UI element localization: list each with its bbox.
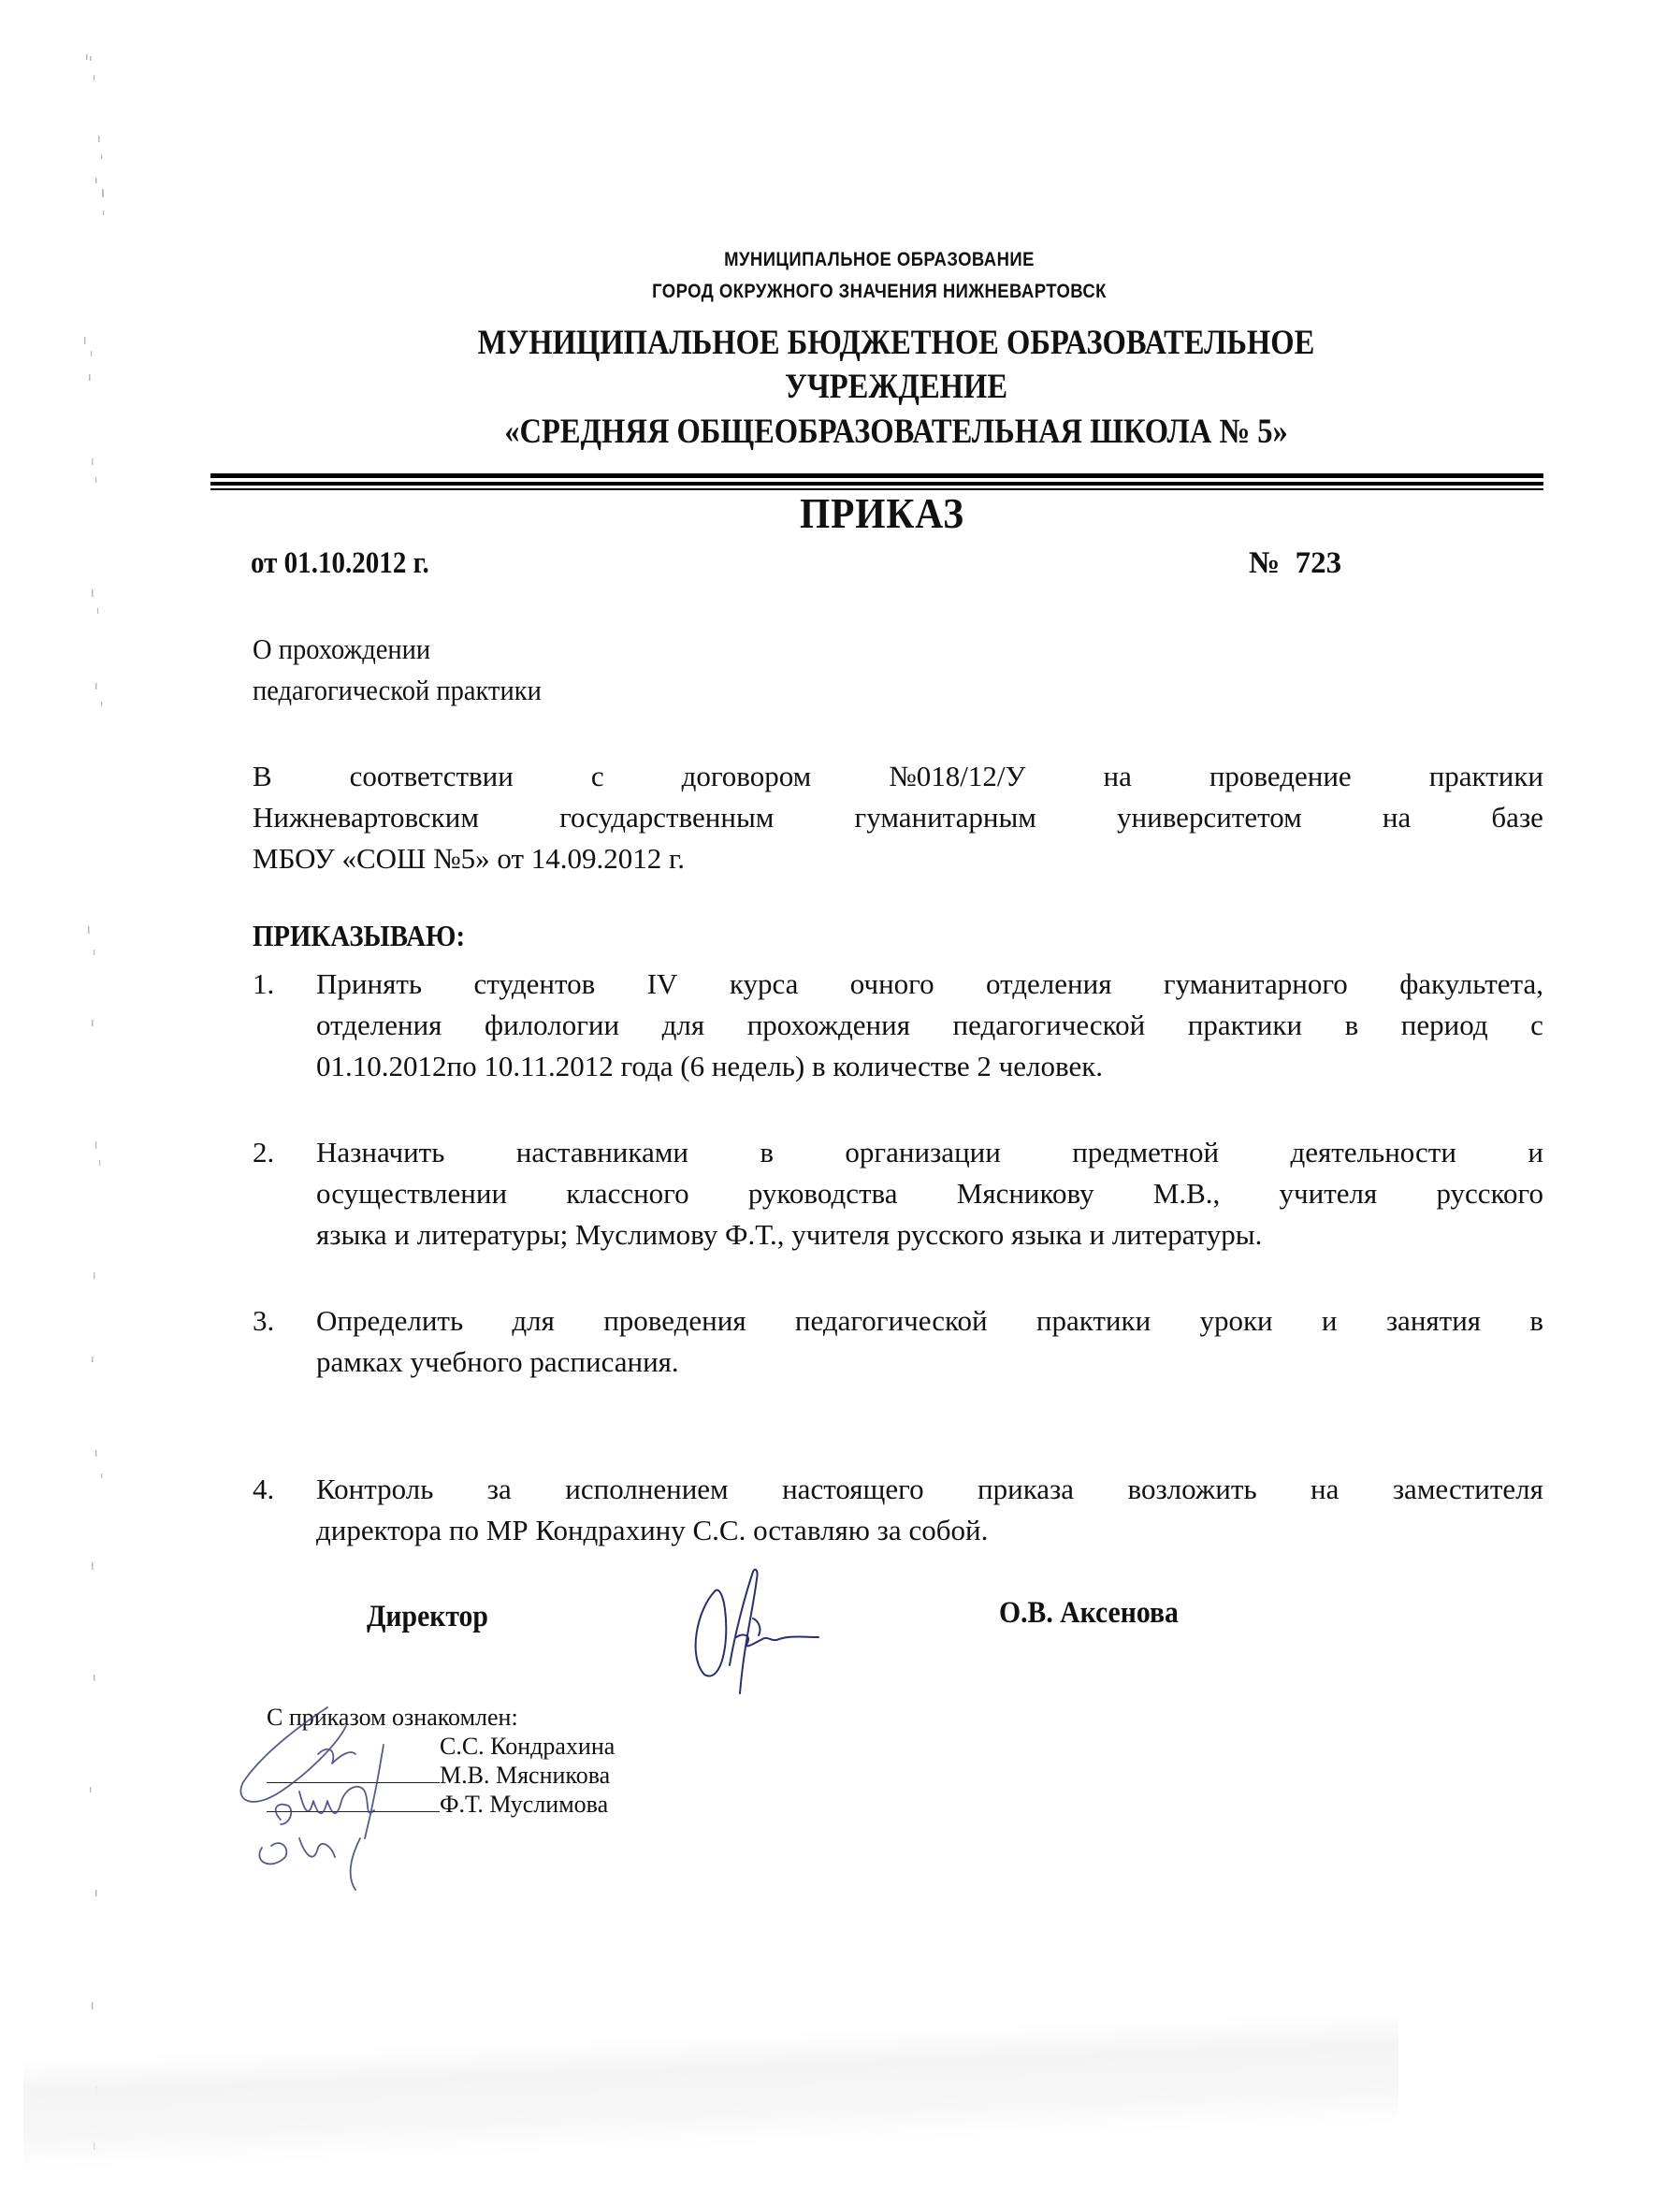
word: университетом — [1117, 801, 1302, 834]
word: период — [1400, 1009, 1488, 1041]
word: очного — [849, 967, 934, 1000]
word: прохождения — [746, 1009, 910, 1041]
word: учителя — [1279, 1177, 1378, 1210]
word: для — [512, 1304, 555, 1337]
word: студентов — [473, 967, 596, 1000]
word: занятия — [1385, 1304, 1482, 1337]
preamble-line — [253, 797, 1543, 838]
word: в — [1344, 1009, 1359, 1041]
order-subject — [253, 629, 542, 711]
scan-smudge-bottom — [23, 2010, 1398, 2170]
word: с — [1530, 1009, 1543, 1041]
word: возложить — [1127, 1473, 1257, 1505]
subject-line: педагогической практики — [253, 674, 542, 706]
item-text — [316, 1469, 1543, 1551]
orders-heading: ПРИКАЗЫВАЮ: — [253, 919, 466, 952]
institution-name-line2: УЧРЕЖДЕНИЕ — [784, 368, 1008, 406]
item-line: директора по МР Кондрахину С.С. оставляю за собой. — [316, 1514, 989, 1546]
item-line: рамках учебного расписания. — [316, 1345, 679, 1378]
word: проведение — [1209, 760, 1352, 792]
item-number: 4. — [253, 1473, 275, 1505]
document-title: ПРИКАЗ — [800, 489, 964, 537]
word: на — [1311, 1473, 1340, 1505]
word: осуществлении — [316, 1177, 508, 1210]
word: М.В., — [1152, 1177, 1221, 1210]
header-divider — [210, 482, 1543, 486]
signatory-role: Директор — [367, 1600, 488, 1633]
word: В — [253, 760, 272, 792]
item-text — [316, 964, 1543, 1087]
word: исполнением — [565, 1473, 729, 1505]
word: в — [1529, 1304, 1543, 1337]
word: филологии — [484, 1009, 620, 1041]
word: Определить — [316, 1304, 464, 1337]
item-text — [316, 1300, 1543, 1383]
order-item — [253, 1469, 1543, 1551]
municipality-line: МУНИЦИПАЛЬНОЕ ОБРАЗОВАНИЕ — [724, 249, 1035, 270]
word: настоящего — [782, 1473, 924, 1505]
acknowledgement-handwritten-signatures — [224, 1698, 468, 1894]
word: отделения — [986, 967, 1112, 1000]
header-divider — [210, 473, 1543, 478]
word: заместителя — [1392, 1473, 1543, 1505]
word: в — [760, 1136, 774, 1168]
word: государственным — [559, 801, 775, 834]
word: приказа — [978, 1473, 1075, 1505]
item-text — [316, 1132, 1543, 1255]
city-line: ГОРОД ОКРУЖНОГО ЗНАЧЕНИЯ НИЖНЕВАРТОВСК — [652, 281, 1107, 302]
acknowledged-person: Ф.Т. Муслимова — [440, 1791, 609, 1818]
word: для — [661, 1009, 705, 1041]
acknowledged-person: С.С. Кондрахина — [440, 1733, 616, 1760]
word: с — [590, 760, 604, 792]
word: русского — [1436, 1177, 1543, 1210]
preamble-paragraph — [253, 756, 1543, 879]
order-date: от 01.10.2012 г. — [251, 546, 429, 580]
word: педагогической — [952, 1009, 1146, 1041]
word: руководства — [747, 1177, 898, 1210]
word: на — [1382, 801, 1412, 834]
order-item — [253, 1300, 1543, 1383]
word: практики — [1187, 1009, 1303, 1041]
item-number: 2. — [253, 1136, 275, 1168]
word: педагогической — [794, 1304, 988, 1337]
word: и — [1321, 1304, 1338, 1337]
signatory-name: О.В. Аксенова — [999, 1596, 1179, 1630]
word: за — [486, 1473, 512, 1505]
word: практики — [1428, 760, 1543, 792]
word: гуманитарного — [1163, 967, 1348, 1000]
word: наставниками — [515, 1136, 688, 1168]
word: Мясникову — [956, 1177, 1094, 1210]
subject-line: О прохождении — [253, 632, 431, 665]
word: базе — [1491, 801, 1543, 834]
word: IV — [646, 967, 678, 1000]
acknowledged-person: М.В. Мясникова — [440, 1762, 611, 1789]
word: курса — [729, 967, 799, 1000]
word: договором — [681, 760, 812, 792]
preamble-line: МБОУ «СОШ №5» от 14.09.2012 г. — [253, 842, 686, 875]
word: на — [1103, 760, 1132, 792]
acknowledgement-label: С приказом ознакомлен: — [267, 1704, 518, 1731]
word: Назначить — [316, 1136, 445, 1168]
director-handwritten-signature — [678, 1553, 828, 1703]
word: Принять — [316, 967, 423, 1000]
word: Нижневартовским — [253, 801, 479, 834]
word: и — [1528, 1136, 1543, 1168]
item-number: 3. — [253, 1304, 275, 1337]
order-number: № 723 — [1249, 546, 1342, 580]
preamble-line — [253, 756, 1543, 797]
order-item — [253, 1132, 1543, 1255]
word: №018/12/У — [889, 760, 1026, 792]
word: гуманитарным — [854, 801, 1036, 834]
word: Контроль — [316, 1473, 434, 1505]
word: факультета, — [1399, 967, 1543, 1000]
word: отделения — [316, 1009, 442, 1041]
word: классного — [566, 1177, 689, 1210]
word: деятельности — [1290, 1136, 1456, 1168]
word: практики — [1036, 1304, 1151, 1337]
item-line: 01.10.2012по 10.11.2012 года (6 недель) в количестве 2 человек. — [316, 1050, 1104, 1082]
word: проведения — [603, 1304, 746, 1337]
item-line: языка и литературы; Муслимову Ф.Т., учителя русского языка и литературы. — [316, 1218, 1263, 1251]
word: организации — [845, 1136, 1001, 1168]
word: уроки — [1199, 1304, 1273, 1337]
institution-name-line1: МУНИЦИПАЛЬНОЕ БЮДЖЕТНОЕ ОБРАЗОВАТЕЛЬНОЕ — [477, 324, 1315, 362]
word: предметной — [1072, 1136, 1220, 1168]
item-number: 1. — [253, 967, 275, 1000]
scan-noise-left-margin — [75, 28, 159, 2199]
word: соответствии — [349, 760, 514, 792]
order-item — [253, 964, 1543, 1087]
institution-name-line3: «СРЕДНЯЯ ОБЩЕОБРАЗОВАТЕЛЬНАЯ ШКОЛА № 5» — [504, 413, 1288, 451]
